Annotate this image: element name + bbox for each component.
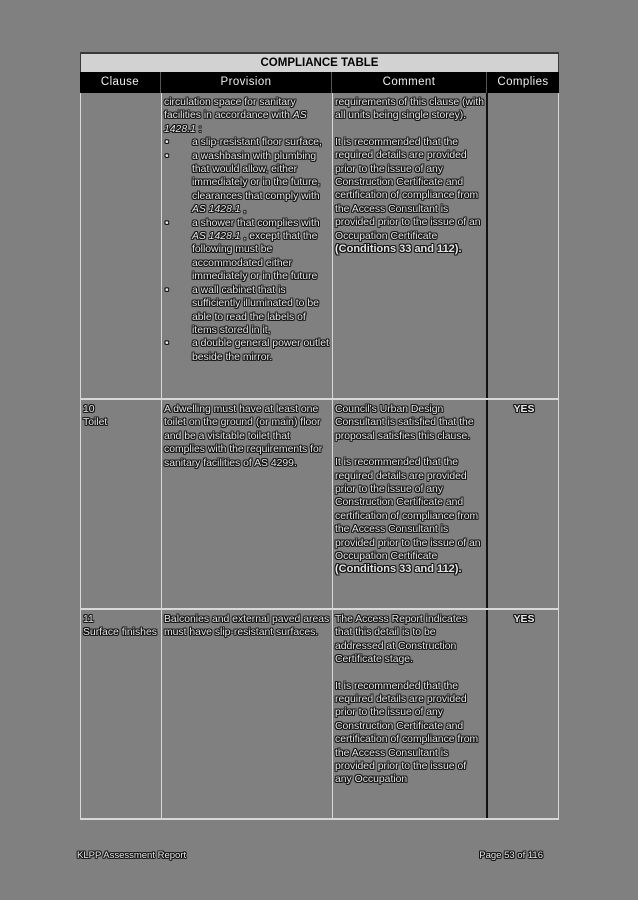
table-title: COMPLIANCE TABLE	[80, 52, 559, 72]
column-header-complies: Complies	[497, 76, 549, 88]
clause-name: Toilet	[83, 417, 108, 429]
bullet-text: a shower that complies with	[192, 217, 320, 229]
list-item	[164, 284, 330, 338]
list-item	[164, 136, 330, 149]
comment-paragraph	[335, 456, 484, 577]
clause-number: 10	[83, 404, 95, 415]
report-name: KLPP Assessment Report	[77, 850, 187, 861]
standard-reference: AS 1428.1	[192, 204, 241, 216]
bullet-text: a double general power outlet beside the mirror.	[192, 338, 329, 363]
comment-paragraph: Council's Urban Design Consultant is satisfied that the proposal satisfies this clause.	[335, 404, 474, 442]
provision-cell	[162, 93, 333, 398]
comment-text: It is recommended that the required details are provided prior to the issue of any Construction Certificate and certification of compliance from the Access Consultant is provided prior to the issue of an Occupation Certificate	[335, 457, 481, 563]
complies-cell: YES	[513, 404, 535, 415]
bullet-text: a slip-resistant floor surface,	[192, 137, 322, 149]
table-header-row	[80, 72, 559, 93]
list-item	[164, 337, 330, 364]
provision-intro: circulation space for sanitary facilities in accordance with	[164, 97, 296, 122]
conditions-reference: (Conditions 33 and 112).	[335, 243, 462, 256]
clause-cell	[81, 610, 162, 818]
comment-paragraph: It is recommended that the required details are provided prior to the issue of any Construction Certificate and certification of compliance from the Access Consultant is provided prior to the issue of any Occupation	[335, 680, 479, 786]
bullet-icon: •	[165, 150, 169, 162]
clause-number: 11	[83, 614, 94, 625]
comment-paragraph: The Access Report indicates that this detail is to be addressed at Construction Certificate stage.	[335, 614, 467, 666]
bullet-icon: •	[165, 137, 169, 149]
comment-cell	[333, 93, 488, 398]
comment-cell	[333, 610, 488, 818]
bullet-text-end: ,	[240, 204, 247, 216]
comment-cell	[333, 400, 488, 608]
page-footer	[77, 850, 543, 861]
provision-cell: A dwelling must have at least one toilet on the ground (or main) floor and be a visitable toilet that complies with the requirements for sanitary facilities of AS 4299.	[162, 400, 333, 608]
column-header-comment: Comment	[332, 72, 487, 93]
column-header-clause: Clause	[80, 72, 161, 93]
comment-text: It is recommended that the required details are provided prior to the issue of any Construction Certificate and certification of compliance from the Access Consultant is provided prior to the issue of an Occupation Certificate	[335, 136, 481, 242]
compliance-table	[80, 52, 559, 820]
clause-cell	[81, 93, 162, 398]
clause-name: Surface finishes	[83, 627, 157, 639]
provision-intro-end: :	[195, 123, 202, 135]
provision-bullet-list	[164, 136, 330, 364]
complies-cell: YES	[513, 614, 535, 625]
standard-reference: AS 1428.1	[164, 110, 307, 135]
clause-cell	[81, 400, 162, 608]
table-row	[80, 93, 559, 400]
comment-paragraph: requirements of this clause (with all units being single storey).	[335, 97, 484, 122]
bullet-icon: •	[165, 338, 169, 350]
standard-reference: AS 1428.1	[192, 231, 241, 243]
provision-cell: Balconies and external paved areas must have slip-resistant surfaces.	[162, 610, 333, 818]
bullet-text-end: , except that the following must be accommodated either immediately or in the future	[192, 231, 318, 283]
column-header-provision: Provision	[161, 72, 332, 93]
table-row	[80, 610, 559, 820]
list-item	[164, 150, 330, 217]
table-row	[80, 400, 559, 610]
page-number: Page 53 of 116	[479, 850, 543, 861]
bullet-text: a wall cabinet that is sufficiently illuminated to be able to read the labels of items stored in it,	[192, 284, 319, 336]
complies-cell	[488, 93, 560, 398]
conditions-reference: (Conditions 33 and 112).	[335, 563, 462, 576]
bullet-icon: •	[165, 217, 169, 229]
comment-paragraph	[335, 136, 484, 257]
bullet-icon: •	[165, 284, 169, 296]
bullet-text: a washbasin with plumbing that would allow, either immediately or in the future, clearances that comply with	[192, 150, 321, 202]
list-item	[164, 217, 330, 284]
